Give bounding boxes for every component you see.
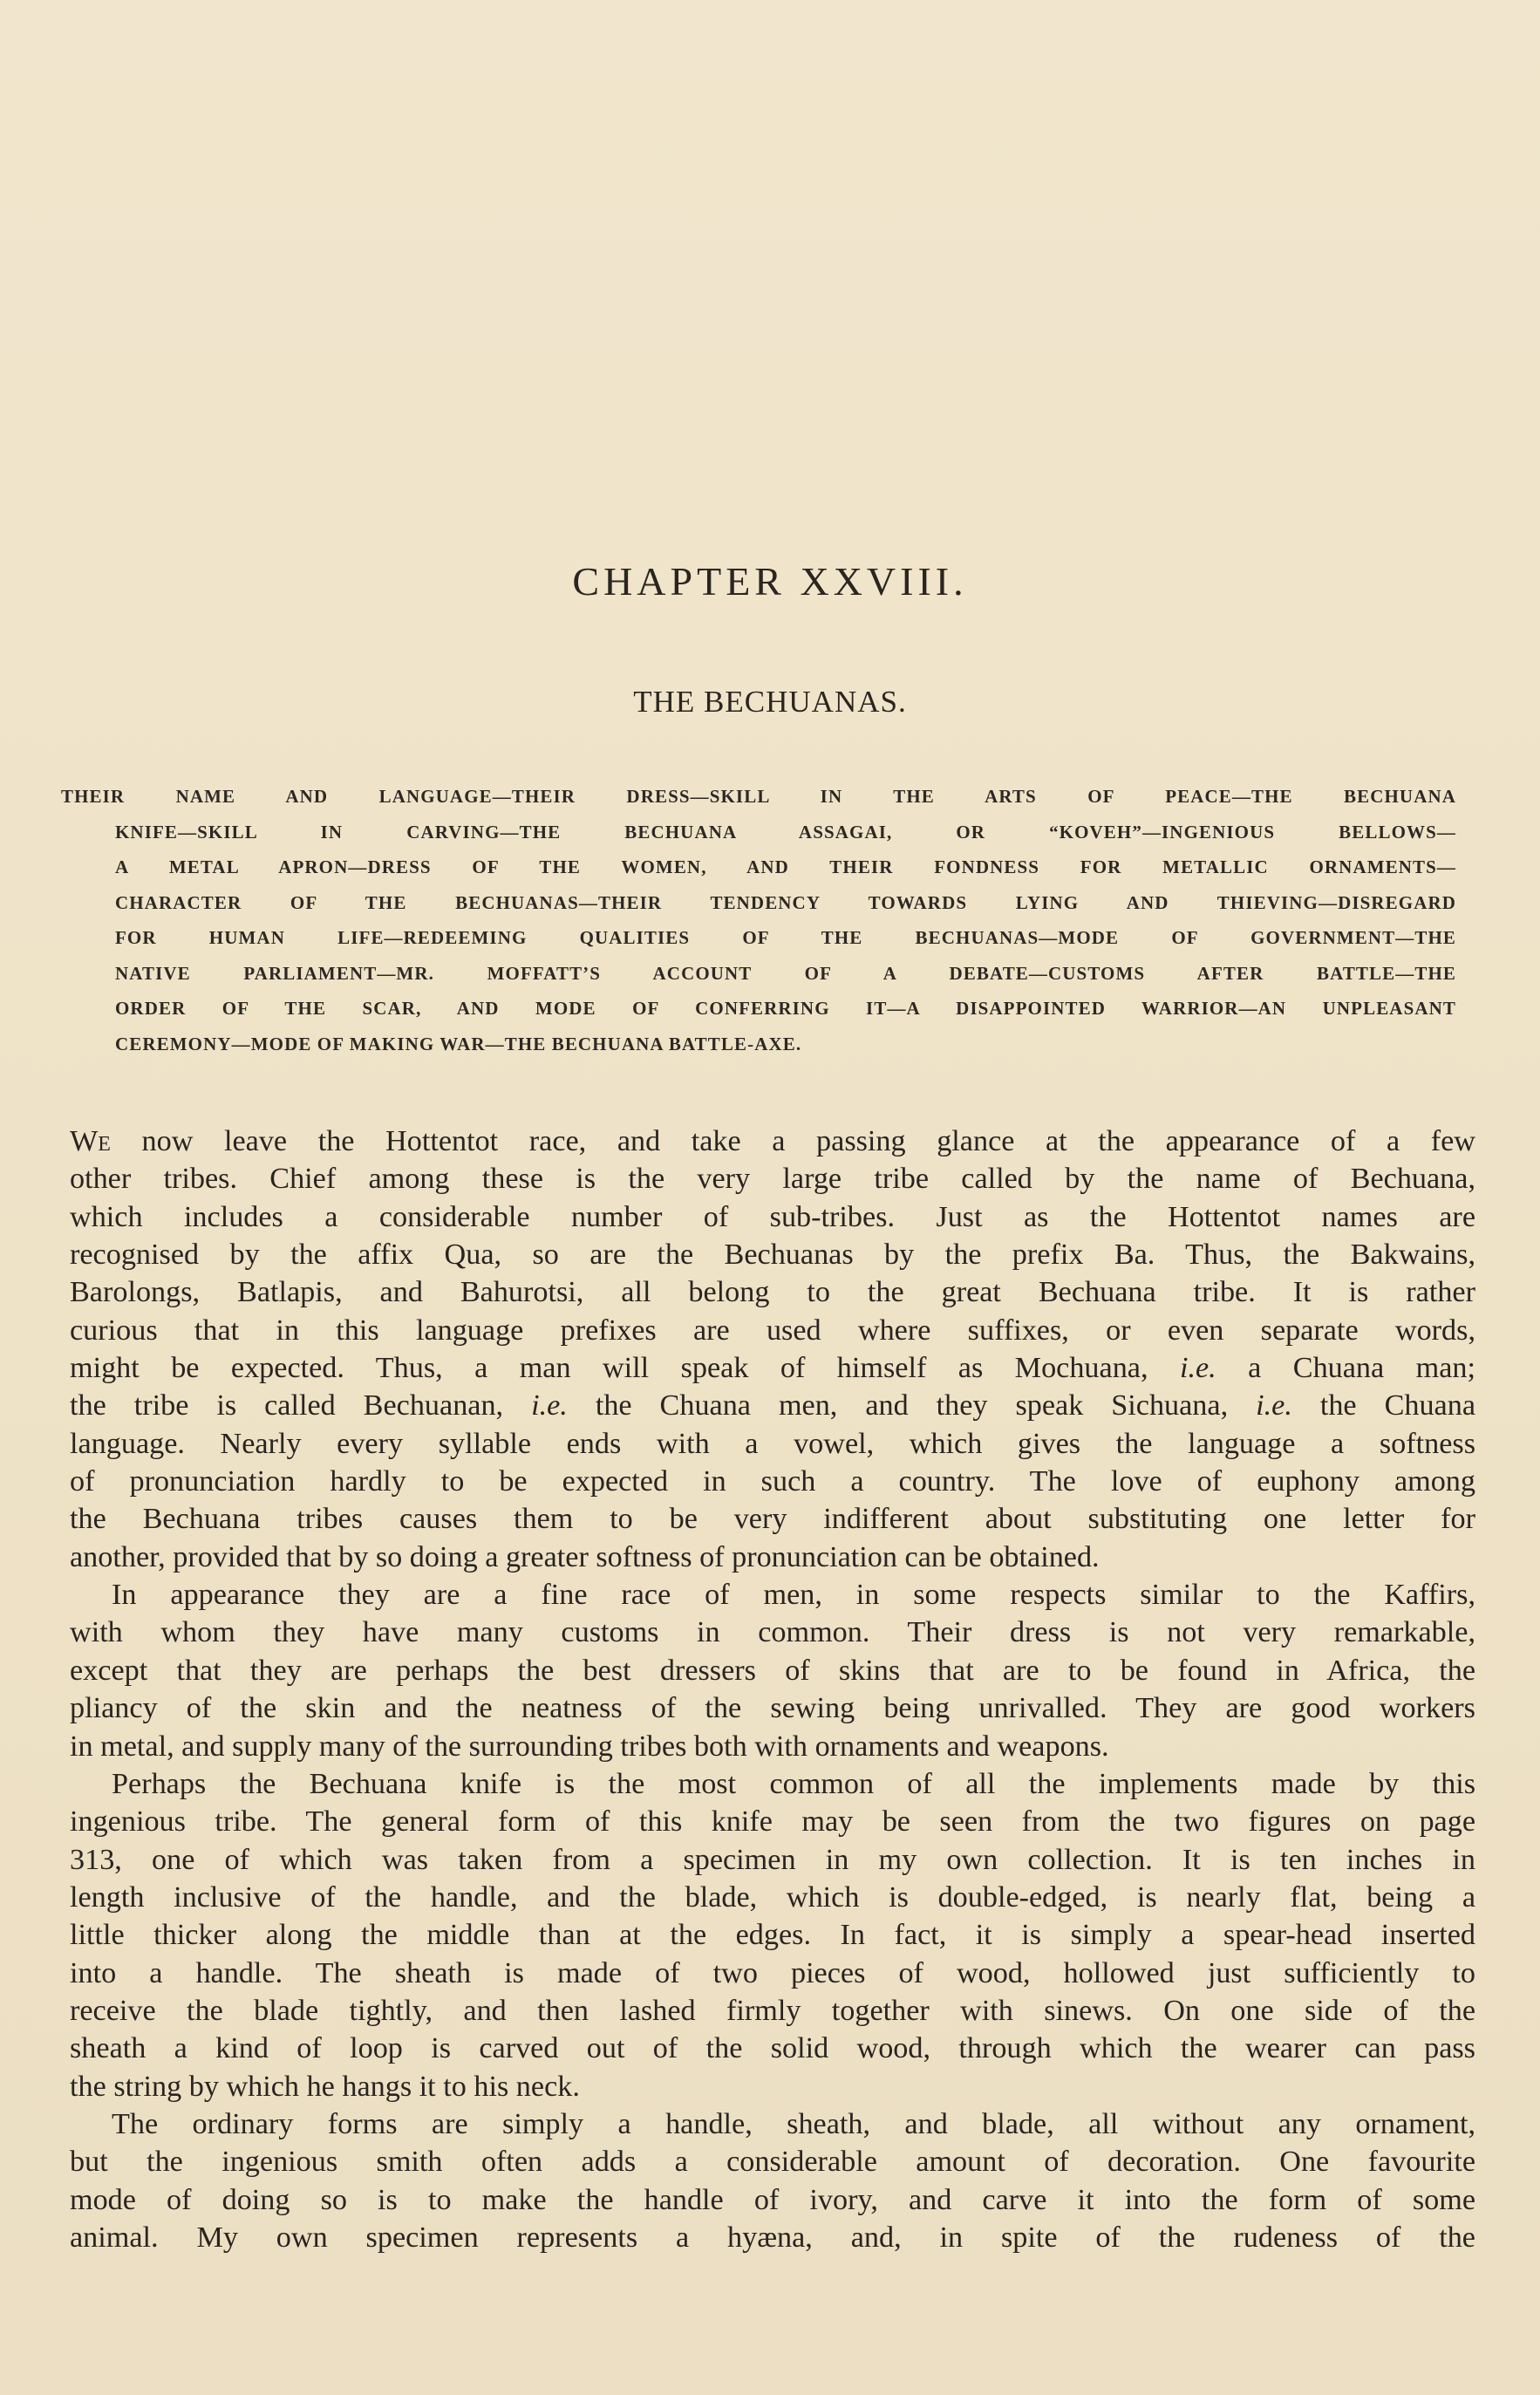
text-line: Perhaps the Bechuana knife is the most common of all the implements made by this — [112, 1767, 1475, 1800]
text-line: with whom they have many customs in common. Their dress is not very remarkable, — [70, 1616, 1475, 1649]
synopsis-line: FOR HUMAN LIFE—REDEEMING QUALITIES OF THE BECHUANAS—MODE OF GOVERNMENT—THE — [115, 927, 1456, 948]
text-line: sheath a kind of loop is carved out of the solid wood, through which the wearer can pass — [70, 2032, 1475, 2065]
text-line: 313, one of which was taken from a specimen in my own collection. It is ten inches in — [70, 1843, 1475, 1876]
text-line: except that they are perhaps the best dressers of skins that are to be found in Africa, the — [70, 1654, 1475, 1687]
text-line: the tribe is called Bechuanan, i.e. the Chuana men, and they speak Sichuana, i.e. the Chuana — [70, 1389, 1475, 1423]
text-line: pliancy of the skin and the neatness of the sewing being unrivalled. They are good workers — [70, 1692, 1475, 1725]
text-line: in metal, and supply many of the surrounding tribes both with ornaments and weapons. — [70, 1730, 1109, 1763]
text-line: which includes a considerable number of sub-tribes. Just as the Hottentot names are — [70, 1200, 1475, 1233]
chapter-synopsis — [61, 779, 1456, 1061]
text-line: curious that in this language prefixes are used where suffixes, or even separate words, — [70, 1313, 1475, 1347]
text-line: recognised by the affix Qua, so are the Bechuanas by the prefix Ba. Thus, the Bakwains, — [70, 1238, 1475, 1272]
chapter-title: CHAPTER XXVIII. — [572, 559, 968, 604]
body-text — [70, 1122, 1475, 2256]
text-line: but the ingenious smith often adds a considerable amount of decoration. One favourite — [70, 2146, 1475, 2179]
text-line: the string by which he hangs it to his neck. — [70, 2070, 580, 2103]
text-line: mode of doing so is to make the handle of ivory, and carve it into the form of some — [70, 2183, 1475, 2216]
italic-abbrev: i.e. — [531, 1389, 568, 1423]
synopsis-line: ORDER OF THE SCAR, AND MODE OF CONFERRING IT—A DISAPPOINTED WARRIOR—AN UNPLEASANT — [115, 998, 1456, 1019]
text-line: might be expected. Thus, a man will speak of himself as Mochuana, i.e. a Chuana man; — [70, 1352, 1475, 1385]
text-line: We now leave the Hottentot race, and take a passing glance at the appearance of a few — [70, 1125, 1475, 1157]
text-line: of pronunciation hardly to be expected in such a country. The love of euphony among — [70, 1465, 1475, 1498]
text-line: into a handle. The sheath is made of two pieces of wood, hollowed just sufficiently to — [70, 1956, 1475, 1989]
text-line: length inclusive of the handle, and the blade, which is double-edged, is nearly flat, being a — [70, 1880, 1475, 1914]
synopsis-line: A METAL APRON—DRESS OF THE WOMEN, AND THEIR FONDNESS FOR METALLIC ORNAMENTS— — [115, 856, 1456, 877]
italic-abbrev: i.e. — [1256, 1389, 1292, 1423]
text-line: the Bechuana tribes causes them to be very indifferent about substituting one letter for — [70, 1503, 1475, 1536]
synopsis-line: KNIFE—SKILL IN CARVING—THE BECHUANA ASSAGAI, OR “KOVEH”—INGENIOUS BELLOWS— — [115, 821, 1456, 843]
italic-abbrev: i.e. — [1179, 1352, 1216, 1385]
synopsis-line: THEIR NAME AND LANGUAGE—THEIR DRESS—SKILL IN THE ARTS OF PEACE—THE BECHUANA — [61, 786, 1456, 807]
text-line: other tribes. Chief among these is the very large tribe called by the name of Bechuana, — [70, 1163, 1475, 1196]
text-line: Barolongs, Batlapis, and Bahurotsi, all belong to the great Bechuana tribe. It is rather — [70, 1276, 1475, 1309]
initial-word: We — [70, 1125, 111, 1157]
synopsis-line: CEREMONY—MODE OF MAKING WAR—THE BECHUANA BATTLE-AXE. — [115, 1033, 802, 1054]
text-line: language. Nearly every syllable ends with a vowel, which gives the language a softness — [70, 1427, 1475, 1460]
synopsis-line: CHARACTER OF THE BECHUANAS—THEIR TENDENCY TOWARDS LYING AND THIEVING—DISREGARD — [115, 891, 1456, 913]
text-line: The ordinary forms are simply a handle, sheath, and blade, all without any ornament, — [112, 2107, 1475, 2140]
chapter-subtitle: THE BECHUANAS. — [633, 685, 907, 719]
synopsis-line: NATIVE PARLIAMENT—MR. MOFFATT’S ACCOUNT OF A DEBATE—CUSTOMS AFTER BATTLE—THE — [115, 962, 1456, 984]
text-line: receive the blade tightly, and then lashed firmly together with sinews. On one side of the — [70, 1994, 1475, 2027]
text-line: another, provided that by so doing a greater softness of pronunciation can be obtained. — [70, 1540, 1100, 1573]
text-line: ingenious tribe. The general form of this knife may be seen from the two figures on page — [70, 1805, 1475, 1839]
text-line: In appearance they are a fine race of men, in some respects similar to the Kaffirs, — [112, 1579, 1475, 1612]
text-line: little thicker along the middle than at the edges. In fact, it is simply a spear-head inserted — [70, 1919, 1475, 1952]
text-line: animal. My own specimen represents a hyæna, and, in spite of the rudeness of the — [70, 2221, 1475, 2254]
